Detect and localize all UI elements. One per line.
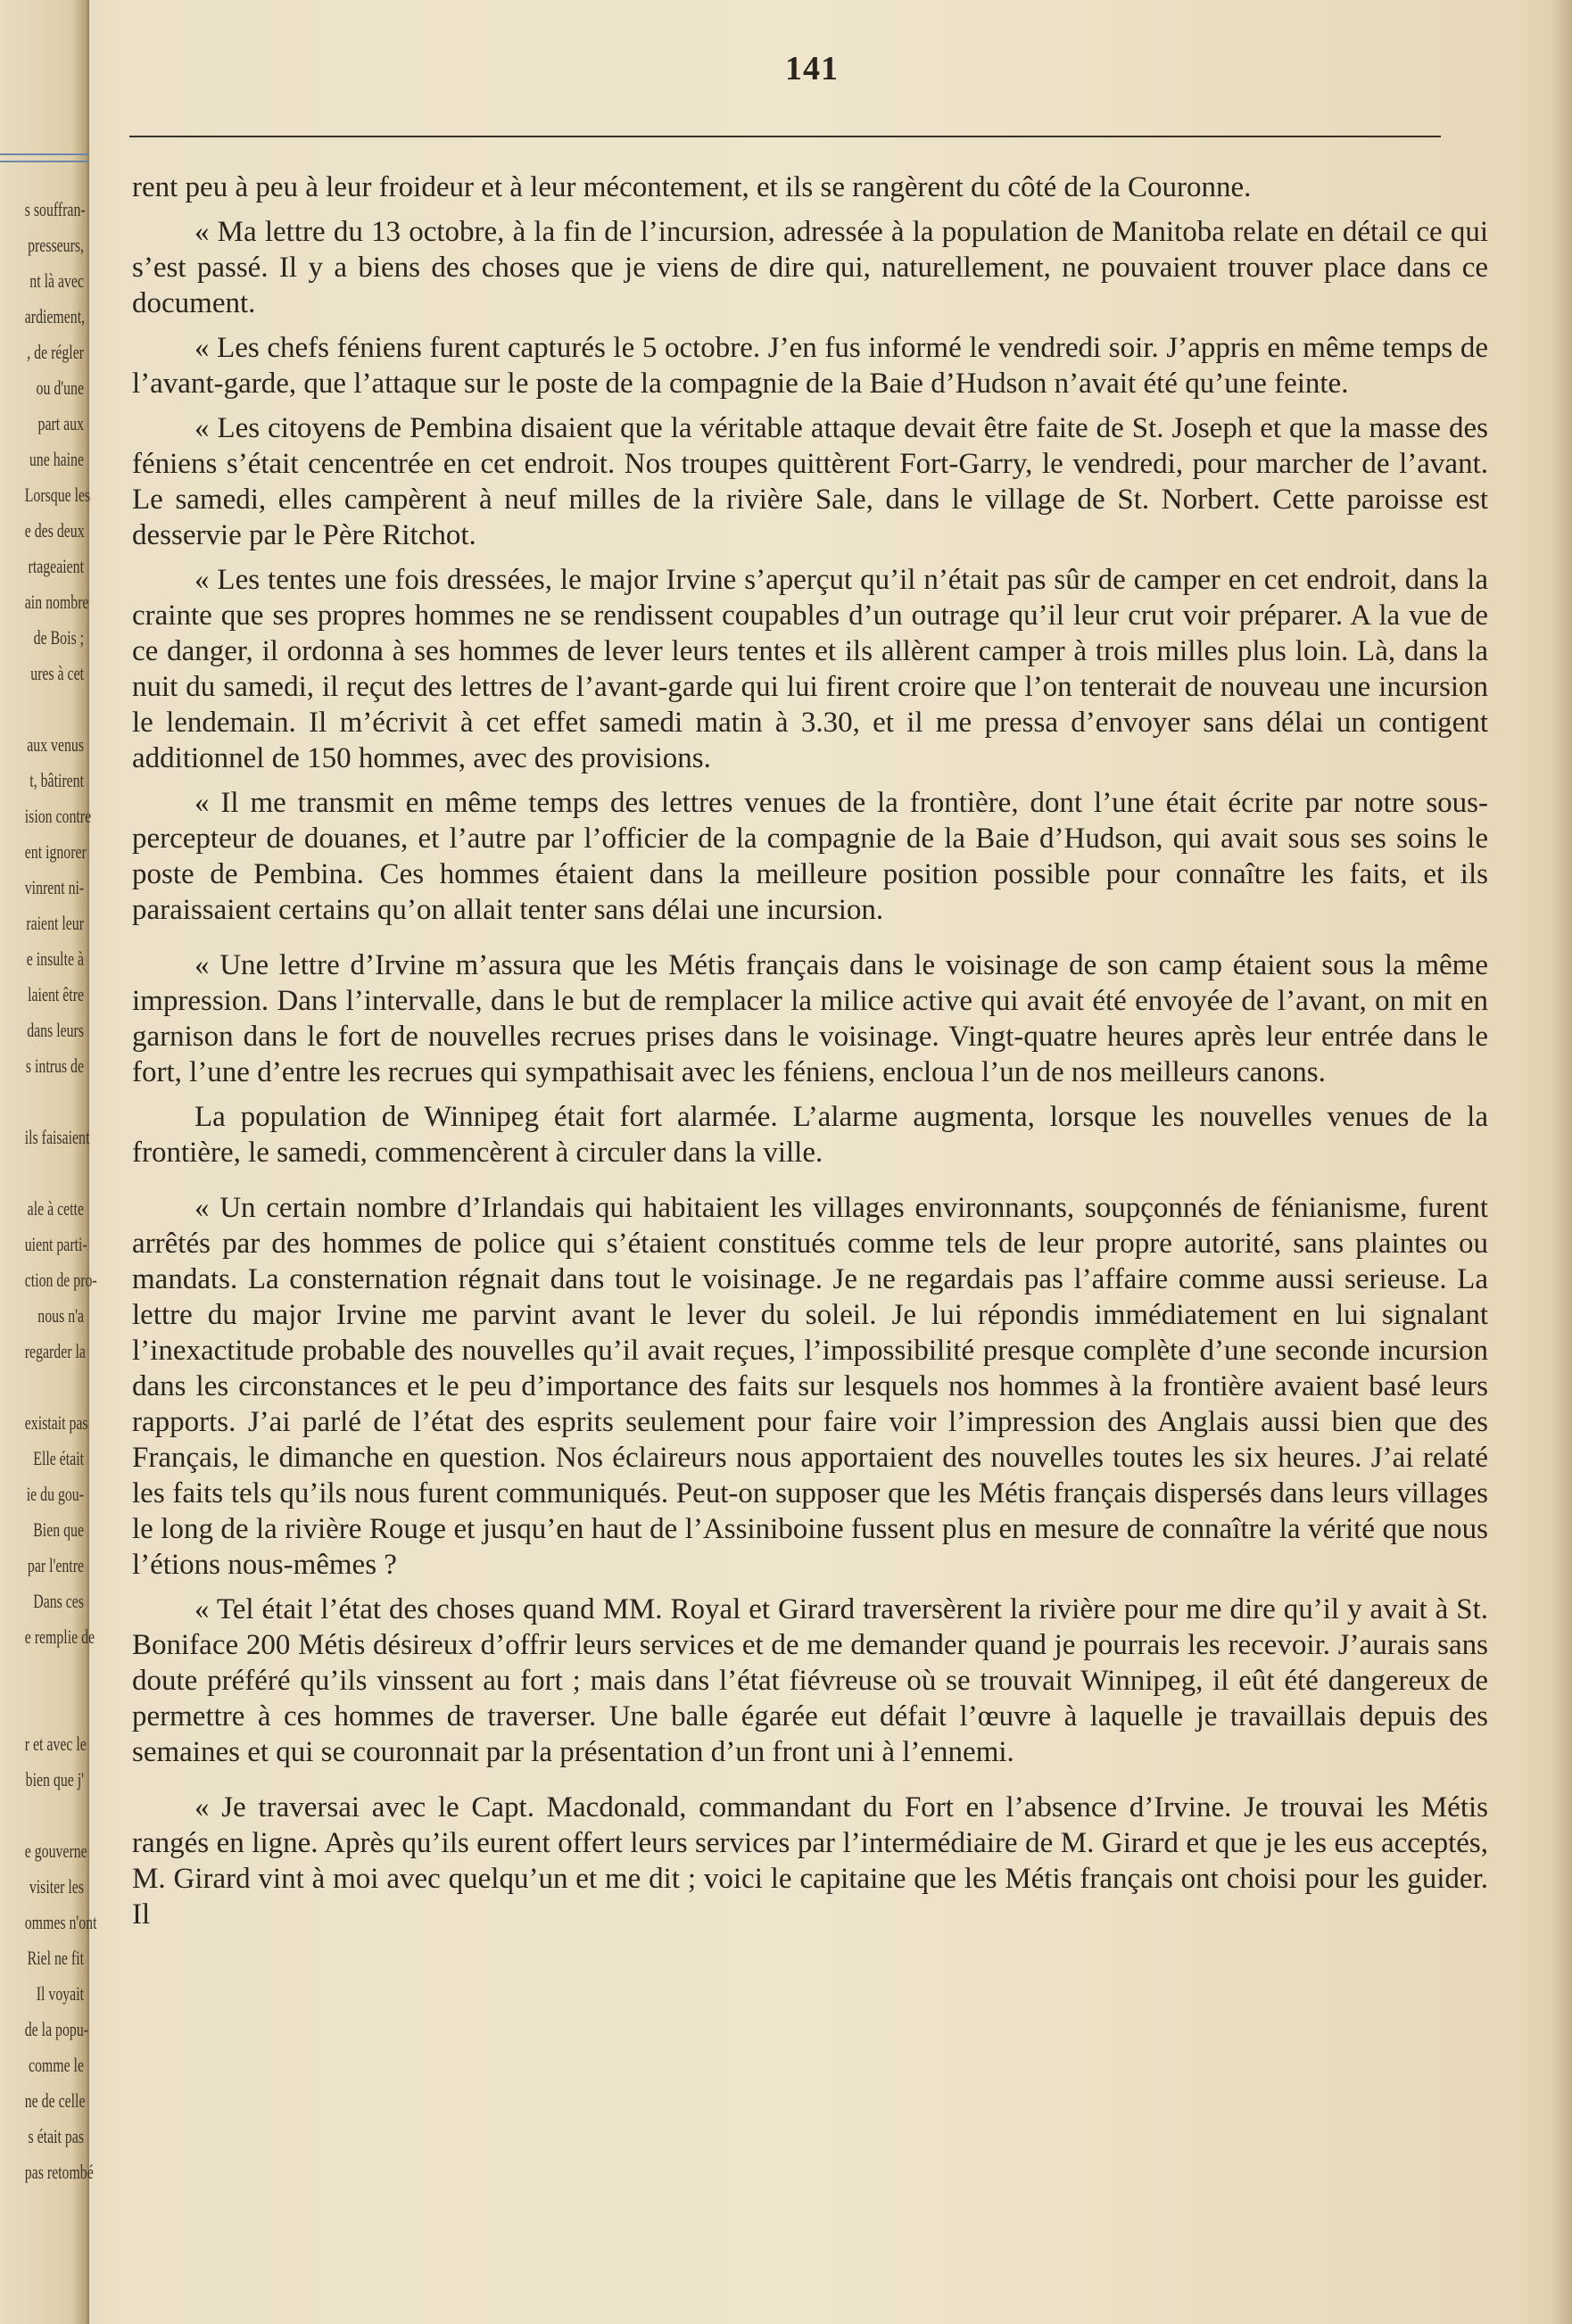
gutter-fragment: s souffran- [24, 198, 86, 220]
gutter-fragment: raient leur [26, 912, 84, 934]
gutter-fragment: ils faisaient [24, 1126, 90, 1148]
gutter-fragment: e gouverne [24, 1840, 87, 1862]
gutter-fragment: Elle était [33, 1447, 84, 1469]
body-paragraph: « Les chefs féniens furent capturés le 5 octobre. J’en fus informé le vendredi soir. J’appris en même temps de l’avant-garde, que l’attaque sur le poste de la compagnie de la Baie d’Hudson n’avait été qu’une feinte. [132, 332, 1488, 400]
gutter-fragment: Bien que [33, 1518, 84, 1541]
body-paragraph: La population de Winnipeg était fort alarmée. L’alarme augmenta, lorsque les nouvelles venues de la frontière, le samedi, commencèrent à circuler dans la ville. [132, 1101, 1488, 1169]
gutter-fragment: Il voyait [36, 1982, 84, 2005]
page-edge-shadow [1552, 0, 1572, 2324]
gutter-fragment: Riel ne fit [27, 1947, 84, 1969]
gutter-fragment: ction de pro- [24, 1269, 97, 1291]
body-paragraph: « Une lettre d’Irvine m’assura que les Métis français dans le voisinage de son camp étaient sous la même impression. Dans l’intervalle, dans le but de remplacer la milice active qui avait été envoyée de l’avant, on mit en garnison dans le fort de nouvelles recrues prises dans le voisinage. Vingt-quatre heures après leur entrée dans le fort, l’une d’entre les recrues qui sympathisait avec les féniens, encloua l’un de nos meilleurs canons. [132, 949, 1488, 1088]
gutter-fragment: aux venus [27, 733, 84, 756]
gutter-fragment: r et avec le [24, 1733, 87, 1755]
gutter-fragment: existait pas [24, 1411, 88, 1434]
gutter-fragment: ou d'une [36, 376, 84, 399]
gutter-fragment: t, bâtirent [29, 769, 84, 791]
gutter-fragment: vinrent ni- [24, 876, 85, 898]
body-paragraph: « Je traversai avec le Capt. Macdonald, commandant du Fort en l’absence d’Irvine. Je trouvai les Métis rangés en ligne. Après qu’ils eurent offert leurs services par l’intermédiaire de M. Girard et que je les eus acceptés, M. Girard vint à moi avec quelqu’un et me dit ; voici le capitaine que les Métis français ont choisi pour les guider. Il [132, 1791, 1488, 1931]
gutter-fragment: Dans ces [33, 1590, 84, 1612]
gutter-fragment: ommes n'ont [24, 1911, 97, 1933]
gutter-fragment: une haine [29, 448, 84, 470]
gutter-fragment: rtageaient [28, 555, 84, 577]
gutter-fragment: ie du gou- [26, 1483, 85, 1505]
body-paragraph: « Ma lettre du 13 octobre, à la fin de l’incursion, adressée à la population de Manitoba relate en détail ce qui s’est passé. Il y a biens des choses que je viens de dire qui, naturellement, ne pouvaient trouver place dans ce document. [132, 216, 1488, 319]
gutter-fragment: nt là avec [29, 269, 84, 292]
page-body [132, 170, 1488, 1941]
body-paragraph: « Il me transmit en même temps des lettres venues de la frontière, dont l’une était écrite par notre sous-percepteur de douanes, et l’autre par l’officier de la compagnie de la Baie d’Hudson, qui avait sous ses soins le poste de Pembina. Ces hommes étaient dans la meilleure position possible pour connaître les faits, et ils paraissaient certains qu’on allait tenter sans délai une incursion. [132, 787, 1488, 926]
gutter-fragment: part aux [37, 412, 84, 434]
gutter-fragment: ent ignorer [24, 840, 87, 863]
body-paragraph: « Les tentes une fois dressées, le major Irvine s’aperçut qu’il n’était pas sûr de camper en cet endroit, dans la crainte que ses propres hommes ne se rendissent coupables d’un outrage qu’il leur crut voir préparer. A la vue de ce danger, il ordonna à ses hommes de lever leurs tentes et ils allèrent camper à trois milles plus loin. Là, dans la nuit du samedi, il reçut des lettres de l’avant-garde qui lui firent croire que l’on tenterait de nouveau une incursion le lendemain. Il m’écrivit à cet effet samedi matin à 3.30, et il me pressa d’envoyer sans délai un contigent additionnel de 150 hommes, avec des provisions. [132, 564, 1488, 774]
gutter-fragment: laient être [28, 983, 84, 1005]
gutter-fragment: s était pas [28, 2125, 84, 2147]
body-paragraph: « Tel était l’état des choses quand MM. Royal et Girard traversèrent la rivière pour me dire qu’il y avait à St. Boniface 200 Métis désireux d’offrir leurs services et de me demander quand je pourrais les recevoir. J’aurais sans doute préféré qu’ils vinssent au fort ; mais dans l’état fiévreuse où se trouvait Winnipeg, il eût été dangereux de permettre à ces hommes de traverser. Une balle égarée eut défait l’œuvre à laquelle je travaillais depuis des semaines et qui se couronnait par la présentation d’un front uni à l’ennemi. [132, 1593, 1488, 1768]
gutter-fragment: presseurs, [28, 234, 84, 256]
gutter-fragment: ain nombre [24, 591, 89, 613]
gutter-fragment: ures à cet [30, 662, 84, 684]
gutter-rule [0, 161, 89, 162]
gutter-fragment: e remplie de [24, 1625, 95, 1648]
gutter-fragment: e insulte à [26, 947, 85, 970]
gutter-rule [0, 153, 89, 155]
page-number: 141 [785, 50, 839, 87]
gutter-fragment: ne de celle [24, 2089, 86, 2112]
gutter-fragment: ardiement, [24, 305, 86, 327]
gutter-fragment: de Bois ; [33, 626, 84, 649]
gutter-fragment: visiter les [29, 1875, 84, 1898]
gutter-fragment: bien que j' [25, 1768, 84, 1791]
body-paragraph: « Les citoyens de Pembina disaient que la véritable attaque devait être faite de St. Joseph et que la masse des féniens s’était cencentrée en cet endroit. Nos troupes quittèrent Fort-Garry, le vendredi, pour marcher de l’avant. Le samedi, elles campèrent à neuf milles de la rivière Sale, dans le village de St. Norbert. Cette paroisse est desservie par le Père Ritchot. [132, 412, 1488, 551]
gutter-fragment: s intrus de [25, 1054, 84, 1077]
gutter-fragment: comme le [28, 2054, 84, 2076]
body-paragraph: « Un certain nombre d’Irlandais qui habitaient les villages environnants, soupçonnés de fénianisme, furent arrêtés par des hommes de police qui s’étaient constitués comme tels de leur propre autorité, sans plaintes ou mandats. La consternation régnait dans tout le voisinage. Je ne regardais pas l’affaire comme aussi serieuse. La lettre du major Irvine me parvint avant le lever du soleil. Je lui répondis immédiatement en lui signalant l’inexactitude probable des nouvelles qu’il avait reçues, l’impossibilité presque complète d’une seconde incursion dans les circonstances et le peu d’importance des faits sur lesquels nos hommes à la frontière avaient basé leurs rapports. J’ai parlé de l’état des esprits seulement pour faire voir l’impression des Anglais aussi bien que des Français, le dimanche en question. Nos éclaireurs nous apportaient des nouvelles toutes les six heures. J’ai relaté les faits tels qu’ils nous furent communiqués. Peut-on supposer que les Métis français dispersés dans leurs villages le long de la rivière Rouge et jusqu’en haut de l’Assiniboine fussent plus en mesure de connaître la vérité que nous l’étions nous-mêmes ? [132, 1192, 1488, 1581]
gutter-fragment: pas retombé [24, 2161, 94, 2183]
gutter-fragment: e des deux [24, 519, 85, 542]
gutter-fragment: par l'entre [27, 1554, 85, 1576]
body-paragraph: rent peu à peu à leur froideur et à leur mécontement, et ils se rangèrent du côté de la Couronne. [132, 171, 1252, 203]
gutter-fragment: ale à cette [27, 1197, 84, 1220]
gutter-fragment: dans leurs [27, 1019, 84, 1041]
gutter-fragment: Lorsque les [24, 484, 91, 506]
gutter-fragment: ision contre [24, 805, 92, 827]
adjacent-page-edge [0, 0, 97, 2324]
gutter-fragment: uient parti- [24, 1233, 87, 1255]
gutter-fragment: de la popu- [24, 2018, 89, 2040]
gutter-fragment: nous n'a [37, 1304, 84, 1327]
gutter-fragment: regarder la [24, 1340, 86, 1362]
gutter-fragment: , de régler [27, 341, 85, 363]
header-rule [129, 136, 1441, 137]
